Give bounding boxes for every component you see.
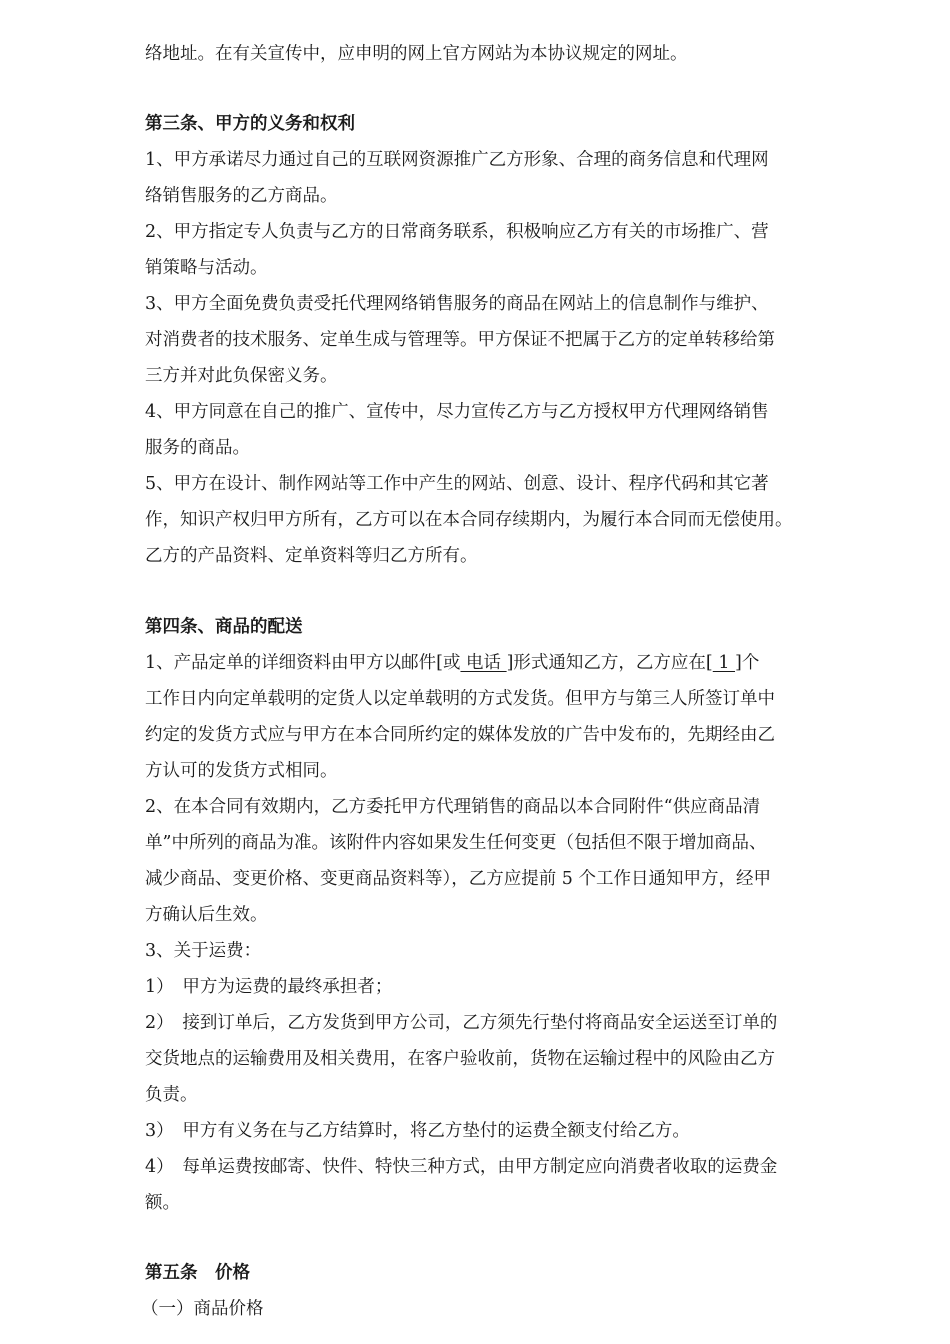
text-line: 络销售服务的乙方商品。 [145, 186, 338, 206]
text-line [145, 645, 845, 681]
text-line: 单”中所列的商品为准。该附件内容如果发生任何变更（包括但不限于增加商品、 [145, 833, 767, 853]
text-line: 三方并对此负保密义务。 [145, 366, 338, 386]
text-line: 1、甲方承诺尽力通过自己的互联网资源推广乙方形象、合理的商务信息和代理网 [145, 150, 769, 170]
text-segment: ]个 [735, 653, 760, 673]
text-line: 2、在本合同有效期内，乙方委托甲方代理销售的商品以本合同附件“供应商品清 [145, 797, 761, 817]
text-line: 乙方的产品资料、定单资料等归乙方所有。 [145, 546, 478, 566]
text-line: 服务的商品。 [145, 438, 250, 458]
text-line: 负责。 [145, 1085, 198, 1105]
text-line: 对消费者的技术服务、定单生成与管理等。甲方保证不把属于乙方的定单转移给第 [145, 330, 775, 350]
text-line: 络地址。在有关宣传中，应申明的网上官方网站为本协议规定的网址。 [145, 44, 688, 64]
fill-in-field: 1 [712, 653, 736, 673]
section-body [145, 142, 845, 574]
text-line: 2） 接到订单后，乙方发货到甲方公司，乙方须先行垫付将商品安全运送至订单的 [145, 1013, 778, 1033]
text-line: 减少商品、变更价格、变更商品资料等），乙方应提前 5 个工作日通知甲方，经甲 [145, 869, 772, 889]
text-line: 方认可的发货方式相同。 [145, 761, 338, 781]
article-4 [145, 609, 845, 1221]
section-heading: 第四条、商品的配送 [145, 617, 303, 637]
text-line: 约定的发货方式应与甲方在本合同所约定的媒体发放的广告中发布的，先期经由乙 [145, 725, 775, 745]
text-line: 3） 甲方有义务在与乙方结算时，将乙方垫付的运费全额支付给乙方。 [145, 1121, 690, 1141]
article-3 [145, 106, 845, 574]
text-segment: ]形式通知乙方，乙方应在[ [506, 653, 713, 673]
intro-paragraph [145, 36, 845, 72]
text-line: 方确认后生效。 [145, 905, 268, 925]
section-body [145, 681, 845, 1221]
text-line: 5、甲方在设计、制作网站等工作中产生的网站、创意、设计、程序代码和其它著 [145, 474, 769, 494]
text-line: 工作日内向定单载明的定货人以定单载明的方式发货。但甲方与第三人所签订单中 [145, 689, 775, 709]
section-heading: 第五条 价格 [145, 1263, 250, 1283]
text-segment: 1、产品定单的详细资料由甲方以邮件[或 [145, 653, 461, 673]
text-line: 3、关于运费： [145, 941, 262, 961]
text-line: （一）商品价格 [141, 1299, 264, 1319]
fill-in-field: 电话 [460, 653, 507, 673]
section-heading: 第三条、甲方的义务和权利 [145, 114, 355, 134]
text-line: 3、甲方全面免费负责受托代理网络销售服务的商品在网站上的信息制作与维护、 [145, 294, 769, 314]
text-line: 额。 [145, 1193, 180, 1213]
text-line: 2、甲方指定专人负责与乙方的日常商务联系，积极响应乙方有关的市场推广、营 [145, 222, 769, 242]
article-5 [141, 1255, 845, 1327]
text-line: 销策略与活动。 [145, 258, 268, 278]
text-line: 作，知识产权归甲方所有，乙方可以在本合同存续期内，为履行本合同而无偿使用。 [145, 510, 793, 530]
text-line: 4、甲方同意在自己的推广、宣传中，尽力宣传乙方与乙方授权甲方代理网络销售 [145, 402, 769, 422]
text-line: 4） 每单运费按邮寄、快件、特快三种方式，由甲方制定应向消费者收取的运费金 [145, 1157, 778, 1177]
text-line: 交货地点的运输费用及相关费用，在客户验收前，货物在运输过程中的风险由乙方 [145, 1049, 775, 1069]
text-line: 1） 甲方为运费的最终承担者； [145, 977, 393, 997]
